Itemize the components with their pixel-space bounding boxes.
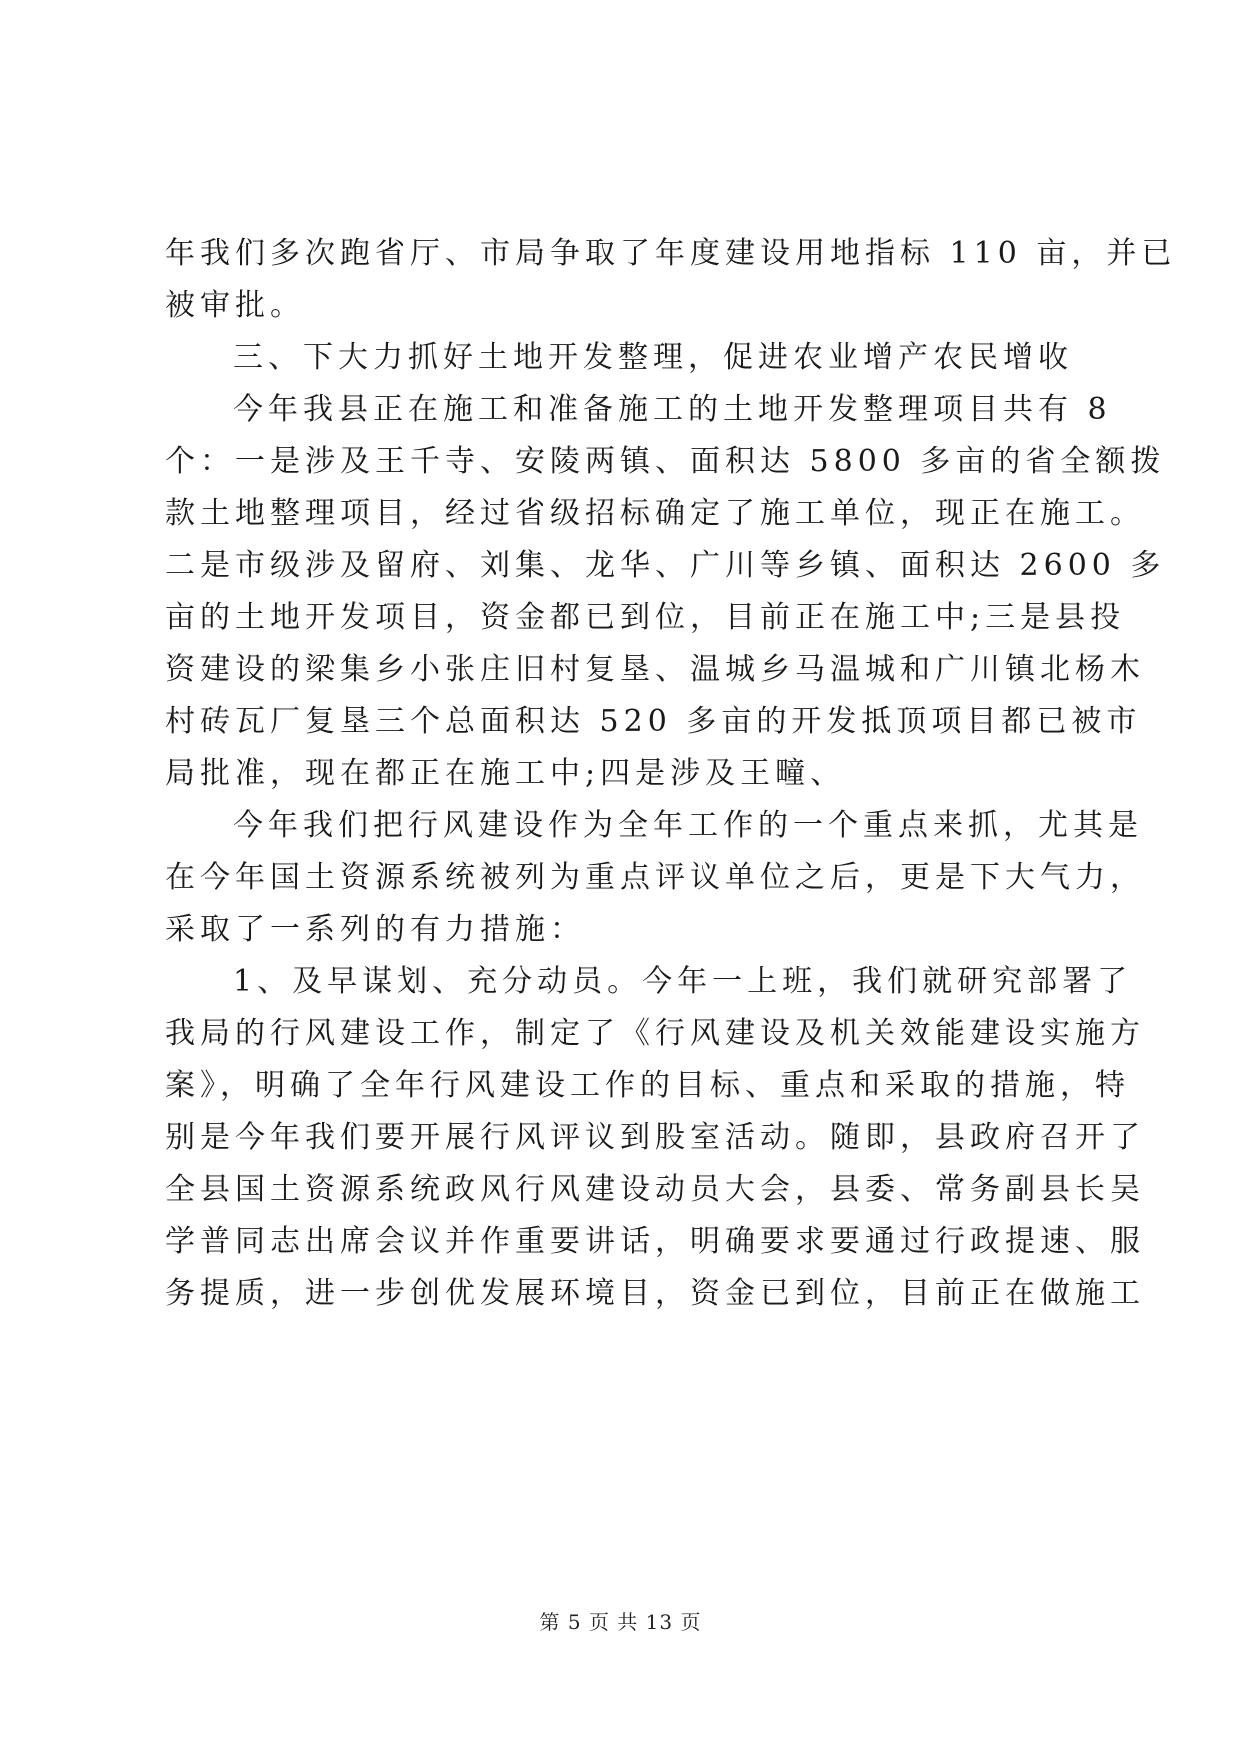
page-footer: 第 5 页 共 13 页 [539,1610,702,1634]
text-line: 被审批。 [165,288,305,323]
text-line: 全县国土资源系统政风行风建设动员大会，县委、常务副县长吴 [165,1172,1145,1207]
text-line: 我局的行风建设工作，制定了《行风建设及机关效能建设实施方 [165,1016,1145,1051]
text-line: 学普同志出席会议并作重要讲话，明确要求要通过行政提速、服 [165,1224,1145,1259]
text-line: 村砖瓦厂复垦三个总面积达 520 多亩的开发抵顶项目都已被市 [165,704,1142,739]
text-line: 1、及早谋划、充分动员。今年一上班，我们就研究部署了 [233,964,1133,999]
body-text [165,228,1177,1320]
text-line: 局批准，现在都正在施工中;四是涉及王疃、 [165,756,846,791]
text-line: 年我们多次跑省厅、市局争取了年度建设用地指标 110 亩，并已 [165,236,1177,271]
text-line: 二是市级涉及留府、刘集、龙华、广川等乡镇、面积达 2600 多 [165,548,1166,583]
text-line: 务提质，进一步创优发展环境目，资金已到位，目前正在做施工 [165,1276,1145,1311]
text-line: 个：一是涉及王千寺、安陵两镇、面积达 5800 多亩的省全额拨 [165,444,1166,479]
text-line: 采取了一系列的有力措施： [165,912,585,947]
text-line: 案》，明确了全年行风建设工作的目标、重点和采取的措施，特 [165,1068,1130,1103]
text-line: 今年我们把行风建设作为全年工作的一个重点来抓，尤其是 [233,808,1143,843]
text-line: 亩的土地开发项目，资金都已到位，目前正在施工中;三是县投 [165,600,1126,635]
text-line: 资建设的梁集乡小张庄旧村复垦、温城乡马温城和广川镇北杨木 [165,652,1145,687]
text-line: 今年我县正在施工和准备施工的土地开发整理项目共有 8 [233,392,1112,427]
text-line: 三、下大力抓好土地开发整理，促进农业增产农民增收 [233,340,1073,375]
text-line: 款土地整理项目，经过省级招标确定了施工单位，现正在施工。 [165,496,1145,531]
text-line: 在今年国土资源系统被列为重点评议单位之后，更是下大气力， [165,860,1145,895]
text-line: 别是今年我们要开展行风评议到股室活动。随即，县政府召开了 [165,1120,1145,1155]
